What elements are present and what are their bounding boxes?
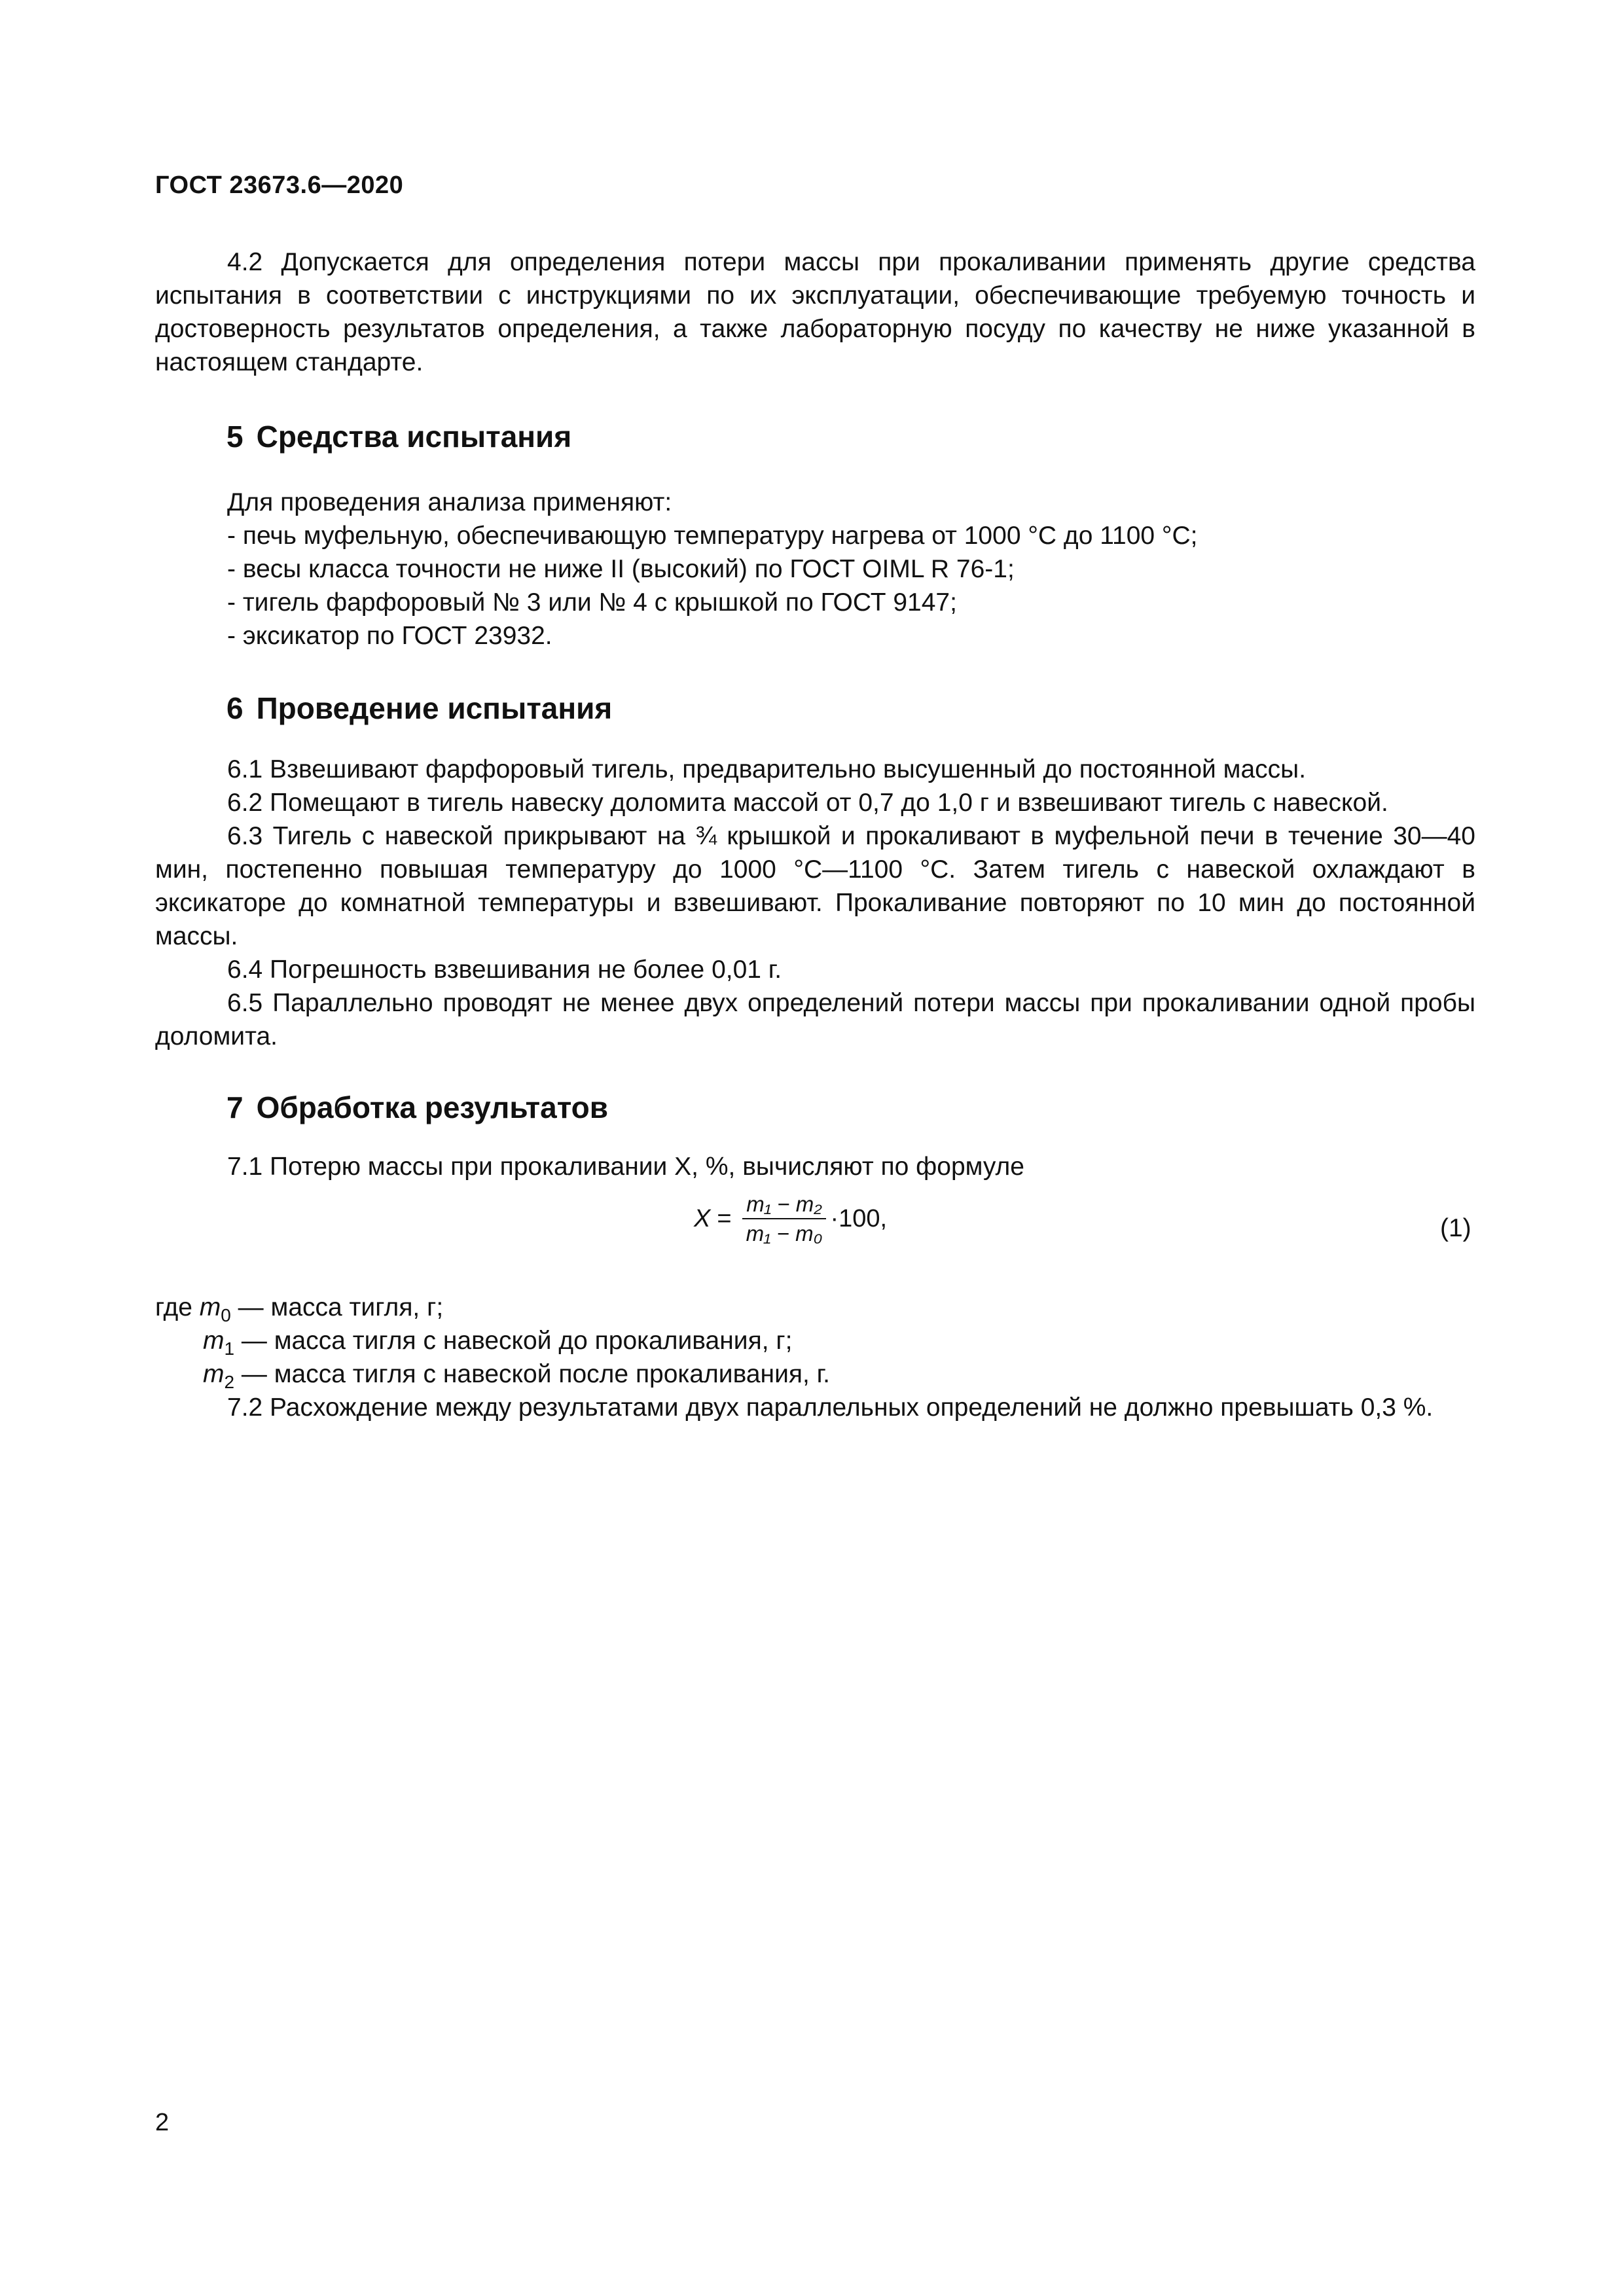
formula-fraction — [742, 1193, 827, 1244]
section-6-heading — [226, 691, 612, 726]
standard-code: ГОСТ 23673.6—2020 — [155, 171, 404, 199]
section-6-number: 6 — [226, 691, 244, 725]
clause-6-1: 6.1 Взвешивают фарфоровый тигель, предварительно высушенный до постоянной массы. — [227, 755, 1307, 783]
where-sub: 0 — [221, 1304, 231, 1325]
list-item: - эксикатор по ГОСТ 23932. — [227, 622, 552, 650]
clause-6-5: 6.5 Параллельно проводят не менее двух определений потери массы при прокаливании одной пробы доломита. — [155, 989, 1475, 1050]
clause-7-1-text: 7.1 Потерю массы при прокаливании X, %, вычисляют по формуле — [227, 1153, 1024, 1181]
clause-4-2-text: 4.2 Допускается для определения потери массы при прокаливании применять другие средства испытания в соответствии с инструкциями по их эксплуатации, обеспечивающие требуемую точность и достоверность результатов определения, а также лабораторную посуду по качеству не ниже указанной в настоящем стандарте. — [155, 248, 1475, 376]
section-6-title: Проведение испытания — [256, 691, 613, 725]
where-prefix: где — [155, 1293, 200, 1321]
formula-numerator: m₁ − m₂ — [742, 1193, 826, 1219]
section-6-clauses — [155, 753, 1475, 1053]
section-5-intro: Для проведения анализа применяют: — [227, 488, 672, 516]
clause-4-2 — [155, 245, 1475, 379]
section-5-number: 5 — [226, 420, 244, 454]
where-var: m — [203, 1360, 225, 1388]
formula-denominator: m₁ − m₀ — [746, 1221, 823, 1246]
section-5-list — [155, 486, 1475, 653]
list-item: - весы класса точности не ниже II (высокий) по ГОСТ OIML R 76-1; — [227, 555, 1015, 583]
formula-tail: ·100, — [830, 1205, 888, 1232]
formula-number: (1) — [1440, 1214, 1471, 1242]
section-5-heading — [226, 419, 571, 454]
list-item: - тигель фарфоровый № 3 или № 4 с крышкой по ГОСТ 9147; — [227, 588, 957, 617]
clause-6-3: 6.3 Тигель с навеской прикрывают на ¾ крышкой и прокаливают в муфельной печи в течение 30—40 мин, постепенно повышая температуру до 1000 °С—1100 °С. Затем тигель с навеской охлаждают в эксикаторе до комнатной температуры и взвешивают. Прокаливание повторяют по 10 мин до постоянной массы. — [155, 822, 1475, 950]
where-text: — масса тигля с навеской до прокаливания, г; — [234, 1327, 793, 1355]
where-var: m — [203, 1327, 225, 1355]
section-7-number: 7 — [226, 1090, 244, 1124]
where-text: — масса тигля с навеской после прокаливания, г. — [234, 1360, 830, 1388]
where-sub: 2 — [224, 1371, 235, 1392]
page-number: 2 — [155, 2109, 170, 2136]
clause-7-2 — [155, 1391, 1475, 1424]
formula-equals: = — [717, 1205, 732, 1232]
clause-6-4: 6.4 Погрешность взвешивания не более 0,01 г. — [227, 956, 782, 984]
section-5-title: Средства испытания — [256, 420, 572, 454]
where-var: m — [199, 1293, 221, 1321]
where-sub: 1 — [224, 1338, 235, 1359]
clause-7-1 — [155, 1150, 1475, 1183]
where-text: — масса тигля, г; — [230, 1293, 444, 1321]
list-item: - печь муфельную, обеспечивающую температуру нагрева от 1000 °С до 1100 °С; — [227, 522, 1198, 550]
section-7-heading — [226, 1090, 608, 1125]
section-7-title: Обработка результатов — [256, 1090, 608, 1124]
clause-6-2: 6.2 Помещают в тигель навеску доломита массой от 0,7 до 1,0 г и взвешивают тигель с навеской. — [227, 789, 1388, 817]
clause-7-2-text: 7.2 Расхождение между результатами двух параллельных определений не должно превышать 0,3 %. — [227, 1393, 1434, 1422]
formula-1 — [694, 1193, 887, 1244]
formula-lhs: X — [694, 1205, 711, 1232]
